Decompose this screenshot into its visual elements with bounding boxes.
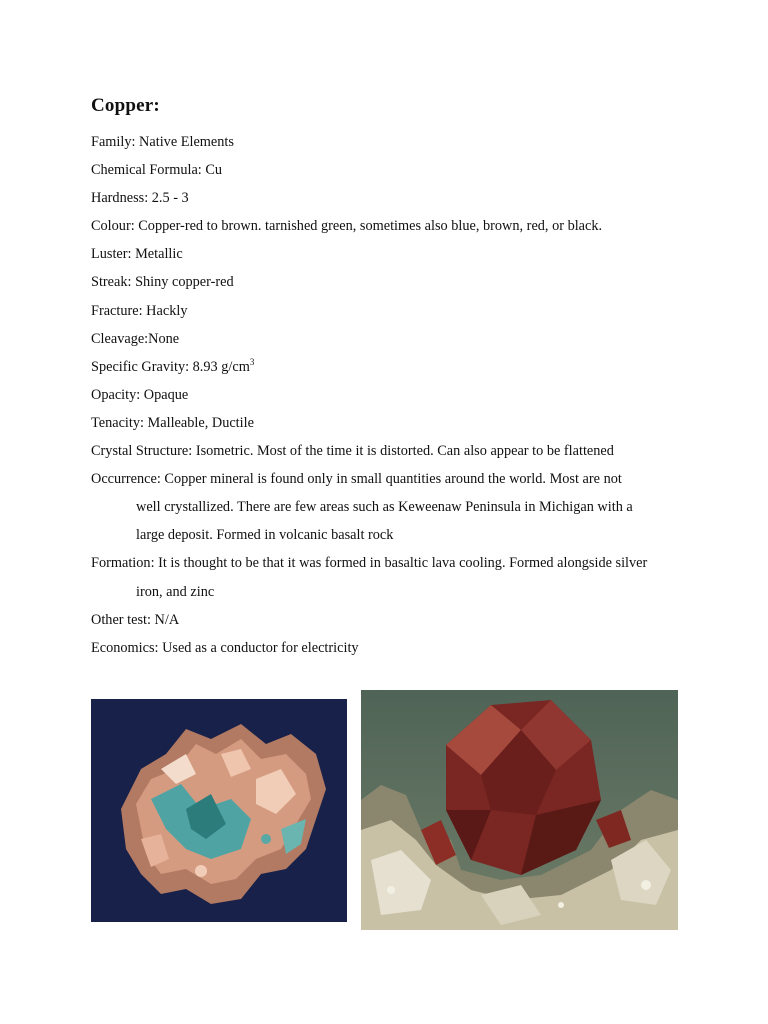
property-hardness-line: Hardness: 2.5 - 3 [91, 190, 189, 207]
property-tenacity-line: Tenacity: Malleable, Ductile [91, 414, 254, 431]
property-luster-line: Luster: Metallic [91, 246, 183, 263]
property-crystal-line: Crystal Structure: Isometric. Most of the time it is distorted. Can also appear to be flattened [91, 443, 614, 460]
property-occurrence-line: Occurrence: Copper mineral is found only in small quantities around the world. Most are not [91, 471, 622, 488]
property-formula-line: Chemical Formula: Cu [91, 162, 223, 179]
property-streak-line: Streak: Shiny copper-red [91, 274, 234, 291]
property-list [91, 128, 691, 662]
property-gravity-line: Specific Gravity: 8.93 g/cm [91, 358, 250, 375]
property-formation [91, 549, 691, 605]
property-cleavage-line: Cleavage:None [91, 330, 180, 347]
cuprite-crystal-image [361, 690, 678, 930]
property-gravity [91, 353, 691, 381]
property-streak [91, 268, 691, 296]
property-formation-line: iron, and zinc [136, 583, 215, 600]
property-occurrence-line: well crystallized. There are few areas such as Keweenaw Peninsula in Michigan with a [136, 499, 633, 516]
property-tenacity [91, 409, 691, 437]
property-formation-line: Formation: It is thought to be that it was formed in basaltic lava cooling. Formed alongside silver [91, 555, 648, 572]
property-economics [91, 634, 691, 662]
page-title: Copper: [91, 95, 160, 116]
native-copper-photo [91, 699, 347, 922]
property-fracture [91, 297, 691, 325]
property-other-line: Other test: N/A [91, 611, 180, 628]
property-occurrence-line: large deposit. Formed in volcanic basalt rock [136, 527, 394, 544]
property-cleavage [91, 325, 691, 353]
property-family [91, 128, 691, 156]
property-formula [91, 156, 691, 184]
native-copper-image [91, 699, 347, 922]
property-colour-line: Colour: Copper-red to brown. tarnished green, sometimes also blue, brown, red, or black. [91, 218, 603, 235]
property-economics-line: Economics: Used as a conductor for electricity [91, 639, 359, 656]
property-fracture-line: Fracture: Hackly [91, 302, 188, 319]
cuprite-crystal-photo [361, 690, 678, 930]
property-luster [91, 240, 691, 268]
property-colour [91, 212, 691, 240]
property-crystal [91, 437, 691, 465]
superscript: 3 [249, 356, 255, 367]
property-other [91, 606, 691, 634]
property-occurrence [91, 465, 691, 549]
property-opacity [91, 381, 691, 409]
property-family-line: Family: Native Elements [91, 134, 234, 150]
property-hardness [91, 184, 691, 212]
property-opacity-line: Opacity: Opaque [91, 386, 189, 403]
